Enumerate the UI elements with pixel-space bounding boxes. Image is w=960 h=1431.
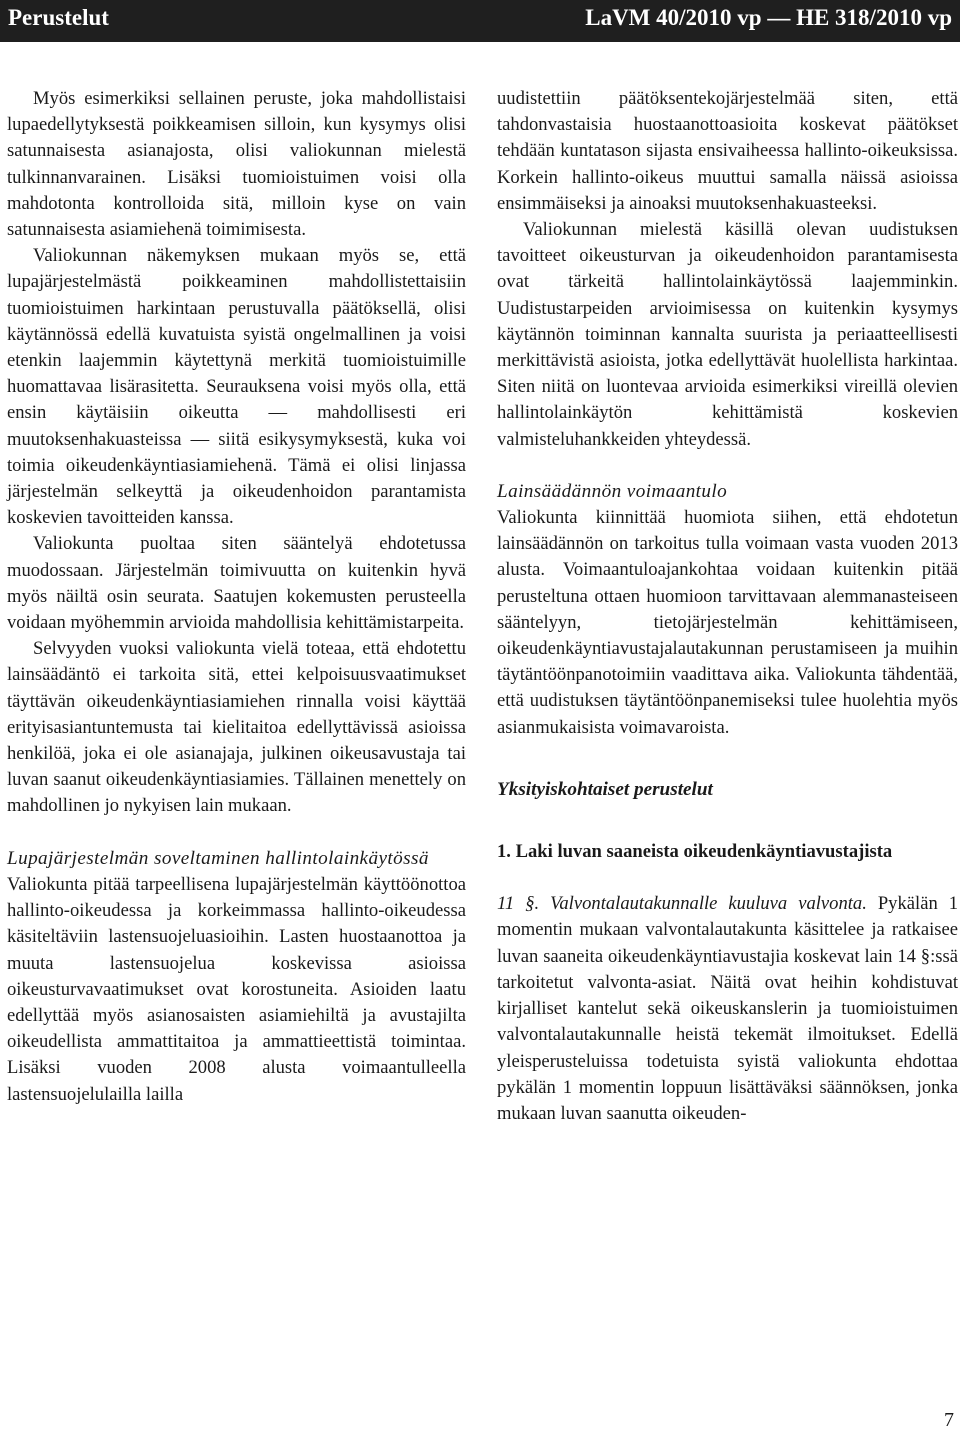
body-paragraph: Selvyyden vuoksi valiokunta vielä toteaa, että ehdotettu lainsäädäntö ei tarkoita sitä, ettei kelpoisuusvaatimukset täyttävän oikeudenkäyntiasiamiehen rinnalla voisi käyttää erityisasiantuntemusta tai kielitaitoa edellyttävissä asioissa henkilöä, joka ei ole asianajaja, julkinen oikeusavustaja tai luvan saanut oikeudenkäyntiasiamies. Tällainen menettely on mahdollinen jo nykyisen lain mukaan. bbox=[7, 638, 466, 817]
section-text: Pykälän 1 momentin mukaan valvontalautakunta käsittelee ja ratkaisee luvan saaneita oikeudenkäyntiavustajia koskevat lain 14 §:ssä tarkoitetut valvonta-asiat. Näitä ovat heihin kohdistuvat kirjalliset kantelut sekä oikeuskanslerin ja tuomioistuimen valvontalautakunnalle heistä tekemät ilmoitukset. Edellä yleisperusteluissa todetuista syistä valiokunta ehdottaa pykälän 1 momentin loppuun lisättäväksi säännöksen, jonka mukaan luvan saanutta oikeuden- bbox=[497, 893, 959, 1124]
body-paragraph: Myös esimerkiksi sellainen peruste, joka mahdollistaisi lupaedellytyksestä poikkeamisen silloin, kun kysymys olisi satunnaisesta asianajosta, olisi valiokunnan mielestä tulkinnanvarainen. Lisäksi tuomioistuimen voisi olla mahdotonta kontrolloida sitä, milloin kyse on vain satunnaisesta asiamiehenä toimimisesta. bbox=[7, 88, 466, 241]
section-paragraph bbox=[497, 891, 958, 1127]
law-title: 1. Laki luvan saaneista oikeudenkäyntiavustajista bbox=[497, 841, 893, 863]
page-header bbox=[0, 0, 960, 42]
header-section-title: Perustelut bbox=[8, 5, 109, 30]
right-column bbox=[497, 86, 958, 1127]
body-paragraph: Valiokunnan mielestä käsillä olevan uudistuksen tavoitteet oikeusturvan ja oikeudenhoidon parantamisesta ovat tärkeitä hallintolainkäytössä laajemminkin. Uudistustarpeiden arvioimisessa on kuitenkin kysymys käytännön toiminnan kannalta suurista ja periaatteellisesti merkittävistä asioista, jotka edellyttävät huolellista harkintaa. Siten niitä on luontevaa arvioida esimerkiksi vireillä olevien hallintolainkäytön kehittämistä koskevien valmisteluhankkeiden yhteydessä. bbox=[497, 219, 958, 450]
section-heading: Lainsäädännön voimaantulo bbox=[497, 480, 728, 502]
body-paragraph: uudistettiin päätöksentekojärjestelmää siten, että tahdonvastaisia huostaanottoasioita koskevat päätökset tehdään kuntatason sijasta ensivaiheessa hallinto-oikeuksissa. Korkein hallinto-oikeus muuttui samalla näissä asioissa ensimmäiseksi ja ainoaksi muutoksenhakuasteeksi. bbox=[497, 88, 958, 214]
section-heading-detailed: Yksityiskohtaiset perustelut bbox=[497, 778, 713, 800]
header-report-id: LaVM 40/2010 vp — HE 318/2010 vp bbox=[585, 5, 952, 30]
body-paragraph: Valiokunta kiinnittää huomiota siihen, että ehdotetun lainsäädännön on tarkoitus tulla voimaan vasta vuoden 2013 alusta. Voimaantuloajankohtaa voidaan kuitenkin pitää perusteltuna ottaen huomioon tarvittavaan alemmanasteiseen sääntelyyn, tietojärjestelmän kehittämiseen, oikeudenkäyntiavustajalautakunnan perustamiseen ja muihin täytäntöönpanotoimiin vaadittava aika. Valiokunta tähdentää, että uudistuksen täytäntöönpanemiseksi tulee huolehtia myös asianmukaisista voimavaroista. bbox=[497, 507, 958, 738]
page-number: 7 bbox=[944, 1409, 954, 1431]
section-lead: 11 §. Valvontalautakunnalle kuuluva valvonta. bbox=[497, 893, 867, 915]
section-heading: Lupajärjestelmän soveltaminen hallintolainkäytössä bbox=[7, 847, 429, 869]
body-paragraph: Valiokunta pitää tarpeellisena lupajärjestelmän käyttöönottoa hallinto-oikeudessa ja korkeimmassa hallinto-oikeudessa käsiteltäviin lastensuojeluasioihin. Lasten huostaanottoa ja muuta lastensuojelua koskevissa asioissa oikeusturvavaatimukset ovat korostuneita. Asioiden laatu edellyttää myös asianosaisten asiamiehiltä ja avustajilta oikeudellista ammattitaitoa ja ammattieettistä toimintaa. Lisäksi vuoden 2008 alusta voimaantulleella lastensuojelulailla lailla bbox=[7, 873, 466, 1105]
body-paragraph: Valiokunnan näkemyksen mukaan myös se, että lupajärjestelmästä poikkeaminen mahdollistettaisiin tuomioistuimen harkintaan perustuvalla päätöksellä, olisi käytännössä edellä kuvatuista syistä ongelmallinen ja voisi etenkin laajemmin käytettynä merkitä tuomioistuimille huomattavaa lisärasitetta. Seurauksena voisi myös olla, että ensin käytäisiin oikeutta — mahdollisesti eri muutoksenhakuasteissa — siitä esikysymyksestä, kuka voi toimia oikeudenkäyntiasiamiehenä. Tämä ei olisi linjassa järjestelmän selkeyttä ja oikeudenhoidon parantamista koskevien tavoitteiden kanssa. bbox=[7, 245, 466, 529]
body-paragraph: Valiokunta puoltaa siten sääntelyä ehdotetussa muodossaan. Järjestelmän toimivuutta on kuitenkin hyvä myös näiltä osin seurata. Saatujen kokemusten perusteella voidaan myöhemmin arvioida mahdollisia kehittämistarpeita. bbox=[7, 533, 466, 634]
left-column bbox=[7, 86, 466, 1108]
